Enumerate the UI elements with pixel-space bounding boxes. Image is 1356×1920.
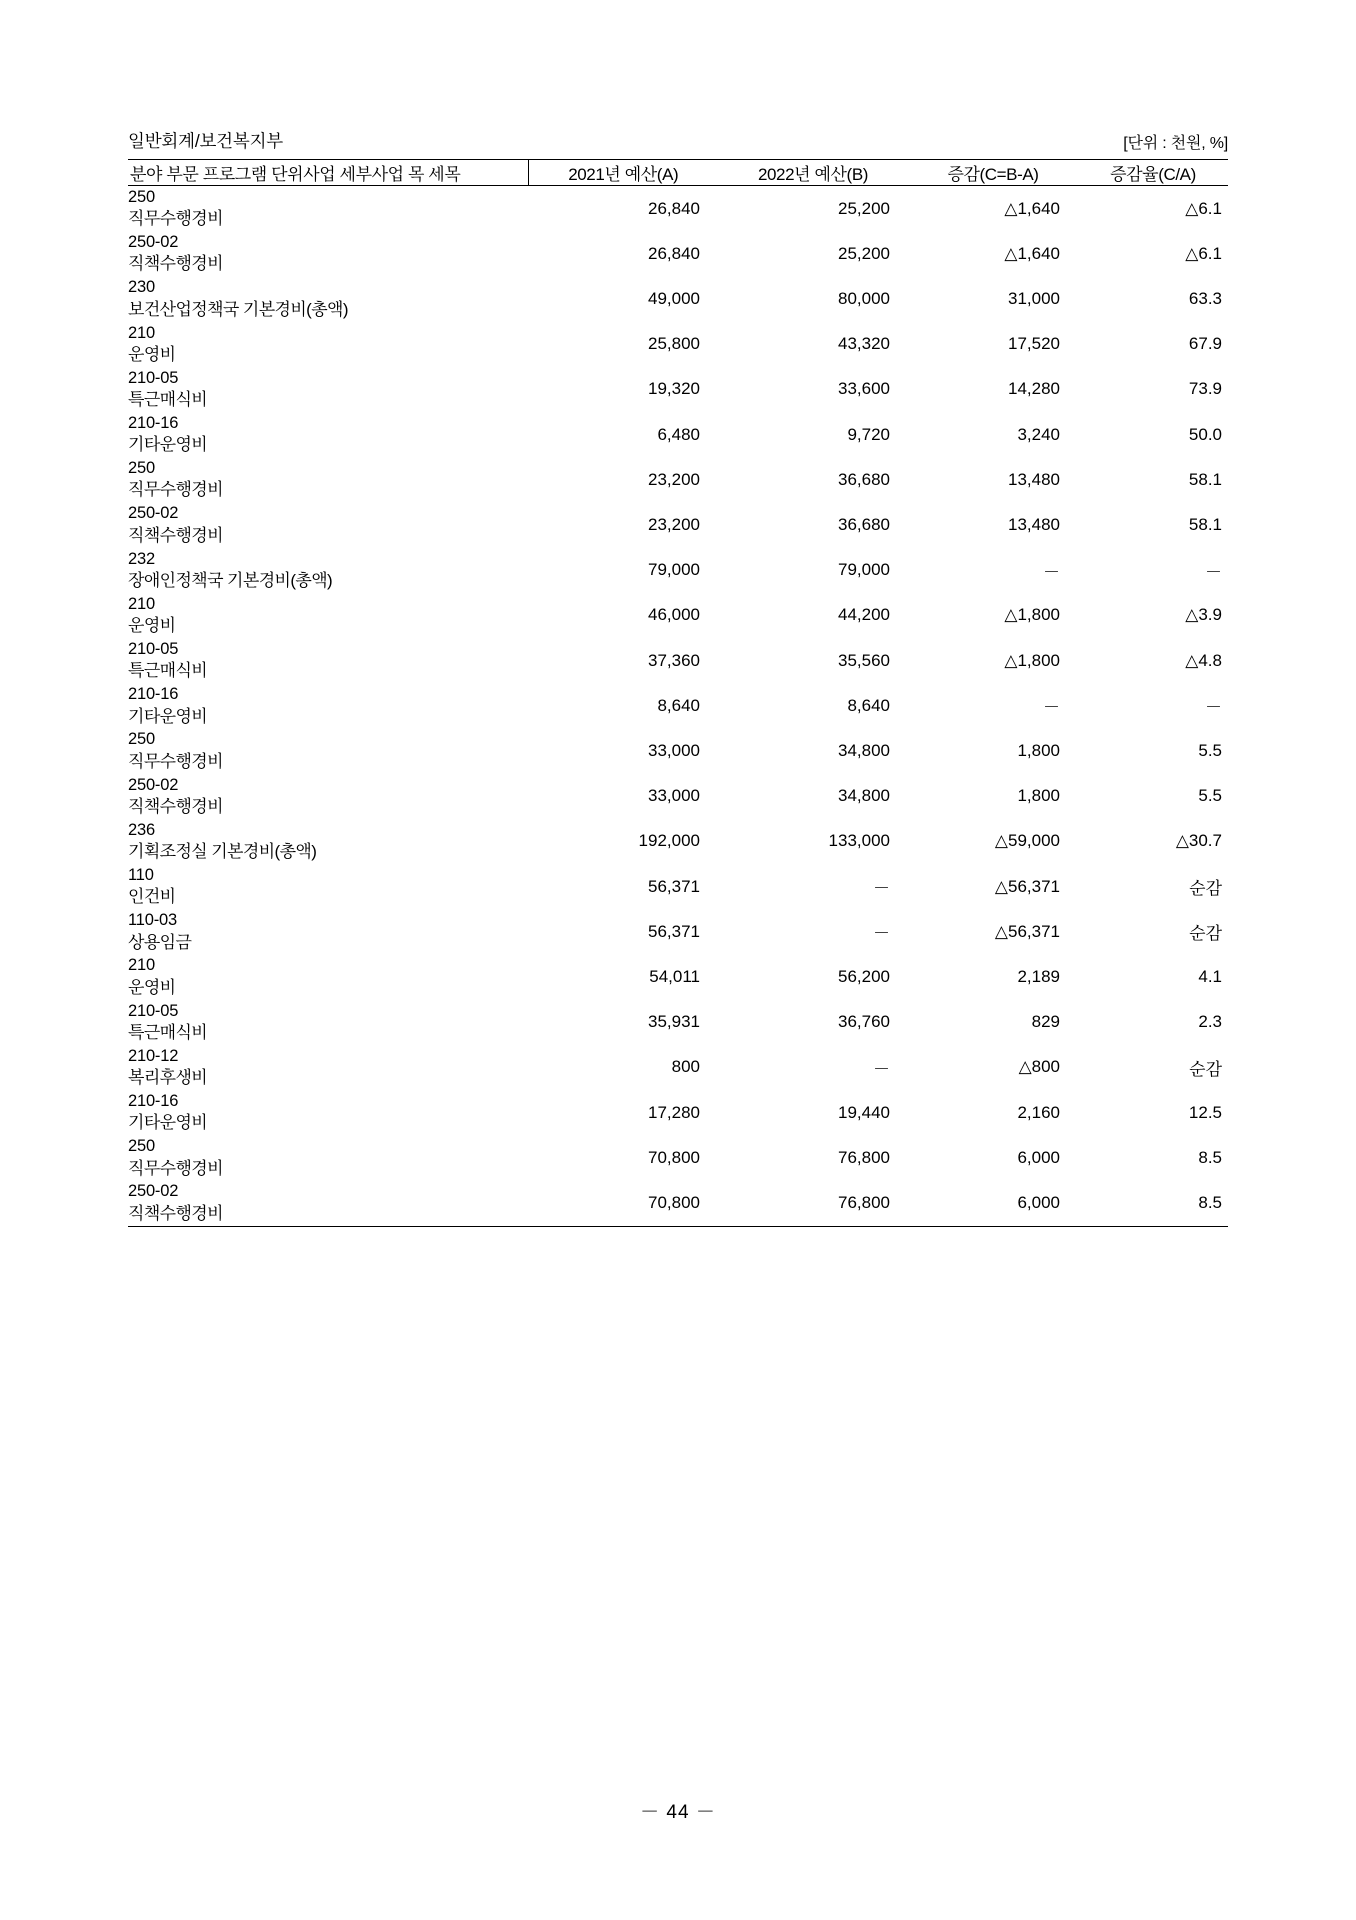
row-code: 232 [128,549,155,568]
row-budget-2021: 8,640 [657,695,700,715]
table-row [128,593,1228,638]
row-name: 인건비 [128,887,176,907]
row-name: 상용임금 [128,932,192,952]
table-row [128,774,1228,819]
table-row [128,954,1228,999]
row-budget-2021: 33,000 [648,741,700,761]
table-row [128,548,1228,593]
row-budget-2022: 76,800 [838,1147,890,1167]
row-change: △1,800 [1004,650,1060,670]
row-change: △1,800 [1004,605,1060,625]
row-label-cell [128,1045,528,1090]
column-header-change: 증감(C=B-A) [947,165,1039,184]
row-code: 210 [128,323,155,342]
row-budget-2021: 192,000 [638,831,700,851]
row-name: 직책수행경비 [128,796,223,816]
row-budget-2022: 19,440 [838,1102,890,1122]
row-budget-2022: 44,200 [838,605,890,625]
row-name: 기타운영비 [128,1113,208,1133]
row-budget-2021: 46,000 [648,605,700,625]
row-change-rate: － [1205,698,1222,718]
row-name: 특근매식비 [128,1022,208,1042]
row-budget-2022: 36,680 [838,515,890,535]
row-budget-2021: 26,840 [648,198,700,218]
table-bottom-rule [128,1226,1228,1227]
row-change: － [1043,562,1060,582]
row-change-rate: 58.1 [1188,469,1222,489]
row-change: 829 [1031,1012,1060,1032]
row-change: △1,640 [1004,243,1060,263]
row-budget-2021: 26,840 [648,243,700,263]
row-name: 운영비 [128,616,176,636]
row-budget-2021: 17,280 [648,1102,700,1122]
row-label-cell [128,638,528,683]
row-budget-2021: 70,800 [648,1147,700,1167]
table-row [128,367,1228,412]
column-header-budget-2021: 2021년 예산(A) [568,165,679,184]
table-row [128,322,1228,367]
row-change: △800 [1018,1057,1060,1077]
row-label-cell [128,276,528,321]
row-budget-2022: 80,000 [838,289,890,308]
row-budget-2022: 36,680 [838,469,890,489]
row-name: 운영비 [128,977,176,997]
row-code: 110-03 [128,911,177,930]
row-budget-2022: 9,720 [847,424,890,444]
row-code: 210-16 [128,1092,179,1111]
row-budget-2022: 35,560 [838,650,890,670]
row-change-rate: △30.7 [1175,831,1222,851]
row-change: 14,280 [1008,379,1060,399]
row-code: 250-02 [128,1182,179,1201]
row-name: 기타운영비 [128,435,208,455]
row-code: 250-02 [128,233,179,252]
table-row [128,1135,1228,1180]
row-budget-2022: 25,200 [838,198,890,218]
row-change: 13,480 [1008,469,1060,489]
row-change-rate: 순감 [1189,924,1222,944]
row-budget-2022: 133,000 [828,831,890,851]
row-name: 장애인정책국 기본경비(총액) [128,570,333,590]
row-label-cell [128,367,528,412]
row-name: 기타운영비 [128,706,208,726]
table-row [128,728,1228,773]
row-budget-2021: 35,931 [648,1012,700,1032]
row-budget-2021: 56,371 [648,876,700,896]
row-budget-2022: 43,320 [838,334,890,354]
row-label-cell [128,502,528,547]
row-budget-2021: 23,200 [648,515,700,535]
row-label-cell [128,864,528,909]
table-row [128,819,1228,864]
row-code: 250-02 [128,775,179,794]
row-code: 210-05 [128,368,179,387]
unit-note: [단위 : 천원, %] [1123,135,1228,152]
row-change: △56,371 [994,921,1060,941]
row-label-cell [128,819,528,864]
row-code: 210-16 [128,685,179,704]
row-code: 110 [128,866,154,885]
table-row [128,412,1228,457]
row-name: 직책수행경비 [128,525,223,545]
row-name: 직무수행경비 [128,1158,223,1178]
row-budget-2022: 36,760 [838,1012,890,1032]
row-name: 직무수행경비 [128,209,223,229]
row-label-cell [128,774,528,819]
row-code: 236 [128,820,155,839]
row-budget-2021: 49,000 [648,289,700,308]
row-change: 17,520 [1008,334,1060,354]
row-code: 250 [128,730,155,749]
row-budget-2022: － [873,1059,890,1079]
row-budget-2022: 25,200 [838,243,890,263]
row-name: 직무수행경비 [128,751,223,771]
row-change-rate: 5.5 [1198,786,1222,806]
row-label-cell [128,457,528,502]
row-change-rate: 50.0 [1188,424,1222,444]
row-label-cell [128,728,528,773]
row-change: 3,240 [1017,424,1060,444]
row-budget-2022: 56,200 [838,967,890,987]
row-label-cell [128,1180,528,1225]
row-budget-2022: － [873,924,890,944]
row-budget-2022: 8,640 [847,695,890,715]
table-row [128,638,1228,683]
row-label-cell [128,412,528,457]
row-change: 6,000 [1017,1147,1060,1167]
row-budget-2021: 6,480 [657,424,700,444]
table-row [128,1180,1228,1225]
row-change-rate: 순감 [1189,1059,1222,1079]
row-code: 210 [128,956,155,975]
table-row [128,1090,1228,1135]
row-change: 13,480 [1008,515,1060,535]
row-label-cell [128,683,528,728]
row-budget-2021: 19,320 [648,379,700,399]
row-budget-2022: 76,800 [838,1193,890,1213]
row-code: 230 [128,278,155,297]
row-budget-2021: 70,800 [648,1193,700,1213]
row-change: 6,000 [1017,1193,1060,1213]
row-change: △59,000 [994,831,1060,851]
row-name: 직무수행경비 [128,480,223,500]
row-change-rate: 8.5 [1198,1193,1222,1213]
row-change-rate: 5.5 [1198,741,1222,761]
row-budget-2021: 37,360 [648,650,700,670]
row-code: 210-05 [128,640,179,659]
row-change: 2,160 [1017,1102,1060,1122]
row-name: 보건산업정책국 기본경비(총액) [128,299,348,319]
table-row [128,909,1228,954]
row-change-rate: 2.3 [1198,1012,1222,1032]
column-header-budget-2022: 2022년 예산(B) [757,165,869,184]
table-row [128,186,1228,231]
row-budget-2021: 54,011 [649,967,700,987]
row-change-rate: 67.9 [1188,334,1222,354]
row-label-cell [128,322,528,367]
table-header-row [128,160,1228,185]
row-label-cell [128,954,528,999]
row-code: 250 [128,459,155,478]
row-code: 250-02 [128,504,179,523]
row-budget-2021: 23,200 [648,469,700,489]
row-budget-2021: 56,371 [648,921,700,941]
row-change: 31,000 [1008,289,1060,308]
row-code: 210 [128,594,155,613]
row-change-rate: 73.9 [1188,379,1222,399]
column-header-label: 분야 부문 프로그램 단위사업 세부사업 목 세목 [128,160,528,185]
row-change-rate: 8.5 [1198,1147,1222,1167]
column-header-change-rate: 증감율(C/A) [1110,165,1196,184]
row-change: △56,371 [994,876,1060,896]
row-change-rate: △4.8 [1185,650,1222,670]
row-name: 직책수행경비 [128,254,223,274]
table-row [128,1045,1228,1090]
row-change-rate: 63.3 [1188,289,1222,308]
row-label-cell [128,593,528,638]
row-change-rate: 12.5 [1188,1102,1222,1122]
row-name: 특근매식비 [128,661,208,681]
row-code: 250 [128,188,155,206]
row-change-rate: △3.9 [1185,605,1222,625]
row-budget-2022: 79,000 [838,560,890,580]
row-budget-2021: 79,000 [648,560,700,580]
row-budget-2021: 33,000 [648,786,700,806]
row-name: 기획조정실 기본경비(총액) [128,842,317,862]
budget-table [128,160,1228,185]
row-change-rate: 순감 [1189,879,1222,899]
row-change: △1,640 [1004,198,1060,218]
table-body [128,186,1228,1226]
row-change: 1,800 [1017,786,1060,806]
page-header [128,128,1228,159]
budget-rows-table [128,186,1228,1226]
row-label-cell [128,1135,528,1180]
row-budget-2022: － [873,879,890,899]
table-row [128,231,1228,276]
table-row [128,502,1228,547]
row-budget-2022: 34,800 [838,741,890,761]
document-body [128,128,1228,1227]
table-row [128,864,1228,909]
table-row [128,683,1228,728]
row-change-rate: 4.1 [1198,967,1222,987]
table-row [128,457,1228,502]
row-change-rate: △6.1 [1185,243,1222,263]
row-label-cell [128,1090,528,1135]
table-row [128,1000,1228,1045]
row-name: 직책수행경비 [128,1203,223,1223]
row-code: 210-16 [128,414,179,433]
row-label-cell [128,548,528,593]
row-name: 운영비 [128,344,176,364]
row-name: 특근매식비 [128,390,208,410]
row-change: 1,800 [1017,741,1060,761]
row-change: 2,189 [1017,967,1060,987]
row-name: 복리후생비 [128,1068,208,1088]
row-change-rate: － [1205,562,1222,582]
row-change-rate: 58.1 [1188,515,1222,535]
page-number: － 44 － [640,1802,716,1823]
table-row [128,276,1228,321]
row-change: － [1043,698,1060,718]
row-budget-2022: 34,800 [838,786,890,806]
row-label-cell [128,186,528,231]
row-label-cell [128,909,528,954]
row-budget-2021: 25,800 [648,334,700,354]
row-budget-2022: 33,600 [838,379,890,399]
row-change-rate: △6.1 [1185,198,1222,218]
row-code: 210-05 [128,1001,179,1020]
row-label-cell [128,231,528,276]
row-label-cell [128,1000,528,1045]
row-code: 210-12 [128,1046,179,1065]
account-ministry-label: 일반회계/보건복지부 [128,131,284,151]
row-budget-2021: 800 [671,1057,700,1077]
row-code: 250 [128,1137,155,1156]
